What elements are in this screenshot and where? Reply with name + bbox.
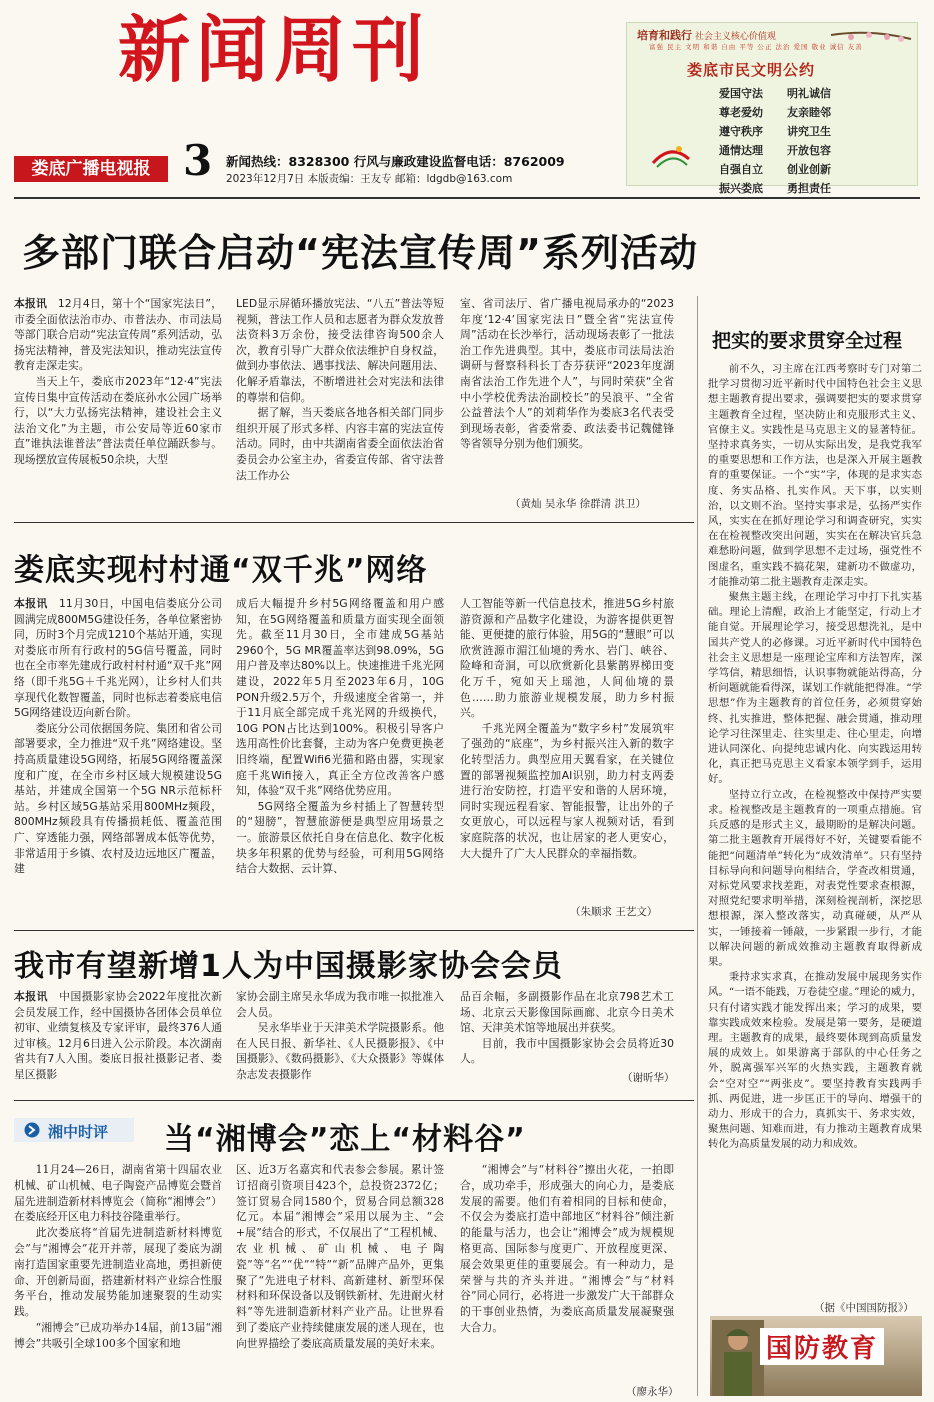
column-divider [697,296,698,1396]
civic-item: 自强自立 [719,163,763,176]
article2-headline: 娄底实现村村通“双千兆”网络 [14,553,428,588]
civic-item: 友亲睦邻 [787,106,831,119]
dateline-text: 2023年12月7日 本版责编：王友专 邮箱：ldgdb@163.com [226,173,513,185]
civic-item: 遵守秩序 [719,125,763,138]
article5-headline: 把实的要求贯穿全过程 [712,330,903,352]
section-rule [14,1100,694,1101]
column-label: 湘中时评 [48,1123,109,1141]
civic-convention-box [626,22,918,195]
civic-top-line: 培育和践行 社会主义核心价值观 [637,29,776,42]
hotline-text: 新闻热线：8328300 行风与廉政建设监督电话：8762009 [226,154,565,169]
masthead-title: 新闻周刊 [118,8,431,92]
article3-headline: 我市有望新增1人为中国摄影家协会会员 [14,949,563,984]
civic-item: 创业创新 [787,163,831,176]
article1-headline: 多部门联合启动“宪法宣传周”系列活动 [22,231,698,275]
article4-headline: 当“湘博会”恋上“材料谷” [164,1122,526,1157]
article3-byline: （谢昕华） [622,1072,675,1084]
article4-col3: “湘博会”与“材料谷”擦出火花，一拍即合，成功牵手，形成强大的向心力，是娄底发展的需要。他们有着相同的目标和使命，不仅会为娄底打造中部地区“材料谷”倾注新的能量与活力，也会让“湘博会”成为规模规格更高、国际参与度更广、开放程度更深、展会效果更佳的重要展会。有一种动力，是荣誉与共的齐头并进。“湘博会”与“材料谷”同心同行，必将进一步激发广大干部群众的干事创业热情，为娄底高质量发展凝聚强大合力。 [460,1163,674,1334]
article3-col1: 本报讯 中国摄影家协会2022年度批次新会员发展工作，经中国摄协各团体会员单位初审、业绩复核及专家评审，最终376人通过审核。12月6日进入公示阶段。本次湖南省共有7人入围。娄底日报社摄影记者、娄星区摄影 [14,990,223,1081]
article1-col2: LED显示屏循环播放宪法、“八五”普法等短视频，普法工作人员和志愿者为群众发放普法资料3万余份，接受法律咨询500余人次，教育引导广大群众依法维护自身权益，做到办事依法、遇事找法、解决问题用法、化解矛盾靠法，不断增进社会对宪法和法律的尊崇和信仰。 据了解，当天娄底各地各相关部门同步组织开展了形式多样、内容丰富的宪法宣传活动。同时，由中共湖南省委全面依法治省委员会办公室主办，省委宣传部、省守法普法工作办公 [236,297,444,482]
article5-body: 前不久，习主席在江西考察时专门对第二批学习贯彻习近平新时代中国特色社会主义思想主题教育提出要求，强调要把实的要求贯穿主题教育全过程，坚决防止和克服形式主义、官僚主义。实践性是马克思主义的显著特征。坚持求真务实，一切从实际出发，是我党我军的重要思想和工作方法，也是深入开展主题教育的重要保证。一个“实”字，体现的是求实态度、务实品格、扎实作风。天下事，以实则治，以文则不治。坚持实事求是，弘扬严实作风，实实在在抓好理论学习和调查研究，实实在在检视整改突出问题，实实在在解决官兵急难愁盼问题，做到学思想不走过场，强党性不图虚名，重实践不搞花架，建新功不做虚功，才能推动第二批主题教育走深走实。 聚焦主题主线，在理论学习中打下扎实基础。理论上清醒，政治上才能坚定，行动上才能自觉。开展理论学习，接受思想洗礼，是中国共产党人的必修课。习近平新时代中国特色社会主义思想是一座理论宝库和方法智库，深学笃信，精思细悟，认识事物就能站得高，分析问题就能看得深，谋划工作就能把得准。“学思想”作为主题教育的首位任务，必须贯穿始终、扎实推进，整体把握、融会贯通，推动理论学习往深里走、往实里走、往心里走，向增进认同深化、向提纯忠诚内化、向实践运用转化，真正把马克思主义看家本领学到手，运用好。 坚持立行立改，在检视整改中保持严实要求。检视整改是主题教育的一项重点措施。官兵反感的是形式主义，最期盼的是解决问题。第二批主题教育开展得好不好，关键要看能不能把“问题清单”转化为“成效清单”。只有坚持目标导向和问题导向相结合，学查改相贯通，对标党风要求找差距，对表党性要求查根源，对照党纪要求明举措，深刻检视剖析，深挖思想根源，深入整改落实，动真碰硬，从严从实，一锤接着一锤敲，一步紧跟一步行，才能以解决问题的新成效推动主题教育取得新成果。 秉持求实求真，在推动发展中展现务实作风。“一语不能践，万卷徒空虚。”理论的威力，只有付诸实践才能发挥出来；学习的成果，要靠实践成效来检验。发展是第一要务，是硬道理。主题教育的成果，最终要体现到高质量发展的成效上。如果游离于部队的中心任务之外，脱离强军兴军的火热实践，主题教育就会“空对空”“两张皮”。要坚持教育实践两手抓、两促进，进一步匡正干的导向、增强干的动力、形成干的合力，真抓实干、务求实效，聚焦问题、知难而进，有力推动主题教育成果转化为高质量发展的动力和成效。 [708,363,922,1151]
civic-item: 尊老爱幼 [719,106,763,119]
civic-logo-icon [649,141,693,171]
arrow-right-icon [24,1122,42,1138]
civic-items-grid [719,85,847,196]
article2-byline: （朱顺求 王艺文） [570,906,658,918]
station-badge: 娄底广播电视报 [14,156,168,182]
article2-col1: 本报讯 11月30日，中国电信娄底分公司圆满完成800M5G建设任务，各单位紧密协同，历时3个月完成1210个基站开通，实现对娄底市所有行政村的5G信号覆盖，同时也在全市率先建成行政村村村通“双千兆”网络（即千兆5G＋千兆光网），让乡村人们共享现代化数智覆盖，同时也标志着娄底电信5G网络建设迈向新台阶。 娄底分公司依据国务院、集团和省公司部署要求，全力推进“双千兆”网络建设。坚持高质量建设5G网络，拓展5G网络覆盖深度和广度，在全市乡村区域大规模建设5G基站，并建成全国第一个5G NR示范标杆站。乡村区域5G基站采用800MHz频段，800MHz频段具有传播损耗低、覆盖范围广、穿透能力强，网络部署成本低等优势，非常适用于乡镇、农村及边远地区广覆盖，建 [14,597,223,876]
civic-item: 明礼诚信 [787,87,831,100]
civic-item: 通情达理 [719,144,763,157]
article2-col3: 人工智能等新一代信息技术，推进5G乡村旅游资源和产品数字化建设，为游客提供更智能、更便捷的旅行体验，用5G的“慧眼”可以欣赏涟源市湄江仙境的秀水、岩门、峡谷、险峰和奇洞，可以欣赏新化县紫鹊界梯田变化万千，宛如天上瑶池，人间仙境的景色……助力旅游业规模发展，助力乡村振兴。 千兆光网全覆盖为“数字乡村”发展筑牢了强劲的“底座”，为乡村振兴注入新的数字化转型活力。典型应用天翼看家，在关键位置的部署视频监控加AI识别，助力村支两委进行治安防控，打造平安和谐的人居环境，同时实现远程看家、智能报警，让出外的子女更放心，可以远程与家人视频对话，看到家庭院落的状况，也让居家的老人更安心，大大提升了广大人民群众的幸福指数。 [460,597,674,860]
defense-banner [710,1316,922,1396]
civic-item: 开放包容 [787,144,831,157]
article3-col2: 家协会副主席吴永华成为我市唯一拟批准入会人员。 吴永华毕业于天津美术学院摄影系。他在人民日报、新华社、《人民摄影报》、《中国摄影》、《数码摄影》、《大众摄影》等媒体杂志发表摄影作 [236,990,444,1081]
article4-col1: 11月24—26日，湖南省第十四届农业机械、矿山机械、电子陶瓷产品博览会暨首届先进制造新材料博览会（简称“湘博会”）在娄底经开区电力科技谷隆重举行。 此次娄底将“首届先进制造新材料博览会”与“湘博会”花开并蒂，展现了娄底为湖南打造国家重要先进制造业高地，勇担新使命、开创新局面，搭建新材料产业综合性服务平台，推动发展势能加速聚裂的生动实践。 “湘博会”已成功举办14届，前13届“湘博会”共吸引全球100多个国家和地 [14,1163,222,1350]
article4-byline: （廖永华） [626,1386,679,1398]
article1-byline: （黄灿 吴永华 徐群清 洪卫） [510,498,647,510]
civic-item: 振兴娄底 [719,182,763,195]
defense-banner-label: 国防教育 [760,1328,884,1365]
section-rule [14,522,694,523]
article2-col2: 成后大幅提升乡村5G网络覆盖和用户感知，在5G网络覆盖和质量方面实现全面领先。截至11月30日，全市建成5G基站2960个，5G MR覆盖率达到98.09%，5G用户普及率达80%以上。快速推进千兆光网建设，2022年5月至2023年6月，10G PON升级2.5万个，升级速度全省第一，并于11月底全部完成千兆光网的升级换代，10G PON占比达到100%。积极引导客户选用高性价比套餐，主动为客户免费更换老旧终端，配置Wifi6光猫和路由器，实现家庭千兆Wifi接入，真正全方位改善客户感知，体验“双千兆”网络优势应用。 5G网络全覆盖为乡村插上了智慧转型的“翅膀”，智慧旅游便是典型应用场景之一。旅游景区依托自身在信息化、数字化板块多年积累的优势与经验，可利用5G网络结合大数据、云计算、 [236,597,444,876]
article4-col2: 区、近3万名嘉宾和代表参会参展。累计签订招商引资项目423个，总投资2372亿；签订贸易合同1580个，贸易合同总额328亿元。本届“湘博会”采用以展为主、“会+展”结合的形式，不仅展出了“工程机械、农业机械、矿山机械、电子陶瓷”等“名”“优”“特”“新”品牌产品外，更集聚了“先进电子材料、高新建材、新型环保材料和环保设备以及钢铁新材、先进耐火材料”等先进制造新材料产业产品。让世界看到了娄底产业持续健康发展的迷人现在，也向世界描绘了娄底高质量发展的美好未来。 [236,1163,444,1350]
article1-col3: 室、省司法厅、省广播电视局承办的“2023年度‘12·4’国家宪法日”暨全省“宪法宣传周”活动在长沙举行，活动现场表彰了一批法治工作先进典型。其中，娄底市司法局法治调研与督察科科长丁杏芬获评“2023年度湖南省法治工作先进个人”，与同时荣获“全省中小学校优秀法治副校长”的吴浪平、“全省公益普法个人”的刘莉华作为娄底3名代表受到现场表彰，省委常委、政法委书记魏健锋等省领导分别为他们颁奖。 [460,297,674,451]
civic-item: 讲究卫生 [787,125,831,138]
column-label-bar [14,1118,134,1142]
page-number: 3 [183,136,213,185]
civic-item: 爱国守法 [719,87,763,100]
section-rule [14,930,694,931]
article1-col1: 本报讯 12月4日，第十个“国家宪法日”，市委全面依法治市办、市普法办、市司法局等部门联合启动“宪法宣传周”系列活动，弘扬宪法精神，普及宪法知识，推动宪法宣传教育走深走实。 当天上午，娄底市2023年“12·4”宪法宣传日集中宣传活动在娄底孙水公园广场举行，以“大力弘扬宪法精神，建设社会主义法治文化”为主题，市公安局等近60家市直”谁执法谁普法”普法责任单位踊跃参与。现场摆放宣传展板50余块，大型 [14,297,223,466]
article5-source: （据《中国国防报》） [814,1302,914,1314]
core-values-line: 富强 民主 文明 和谐 自由 平等 公正 法治 爱国 敬业 诚信 友善 [649,43,863,51]
article1-tag: 本报讯 [14,297,47,310]
soldier-image-icon [712,1320,764,1396]
civic-item: 勇担责任 [787,182,831,195]
civic-title: 娄底市民文明公约 [687,61,816,79]
masthead-rule [14,197,920,199]
article3-col3: 品百余幅，多副摄影作品在北京798艺术工场、北京云天影像国际画廊、北京今日美术馆、天津美术馆等地展出并获奖。 目前，我市中国摄影家协会会员将近30人。 [460,990,674,1066]
